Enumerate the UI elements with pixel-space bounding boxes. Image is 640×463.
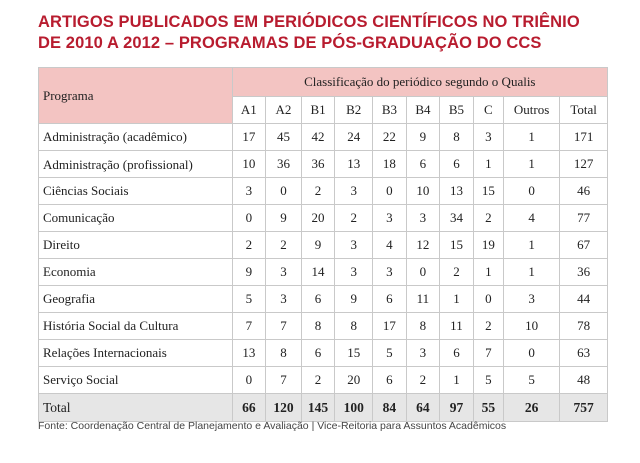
- value-cell-a1: 17: [232, 124, 266, 151]
- program-column-header: Programa: [39, 68, 233, 124]
- value-cell-c: 5: [473, 367, 503, 394]
- value-cell-a1: 10: [232, 151, 266, 178]
- value-cell-total: 77: [560, 205, 608, 232]
- value-cell-c: 2: [473, 205, 503, 232]
- title-line-1: ARTIGOS PUBLICADOS EM PERIÓDICOS CIENTÍFICOS NO TRIÊNIO: [38, 13, 580, 31]
- value-cell-a2: 0: [266, 178, 302, 205]
- value-cell-b2: 13: [335, 151, 373, 178]
- value-cell-c: 1: [473, 151, 503, 178]
- value-cell-b3: 6: [373, 286, 407, 313]
- value-cell-b3: 6: [373, 367, 407, 394]
- value-cell-total: 36: [560, 259, 608, 286]
- value-cell-b1: 6: [301, 340, 335, 367]
- value-cell-b1: 2: [301, 367, 335, 394]
- value-cell-b4: 11: [406, 286, 440, 313]
- program-name-cell: Serviço Social: [39, 367, 233, 394]
- value-cell-b3: 0: [373, 178, 407, 205]
- column-header-c: C: [473, 97, 503, 124]
- program-name-cell: Geografia: [39, 286, 233, 313]
- qualis-table: [38, 67, 608, 422]
- value-cell-c: 3: [473, 124, 503, 151]
- value-cell-total: 46: [560, 178, 608, 205]
- page-title: [38, 12, 618, 54]
- table-row: [39, 367, 608, 394]
- value-cell-outros: 1: [503, 124, 559, 151]
- value-cell-c: 7: [473, 340, 503, 367]
- value-cell-total: 67: [560, 232, 608, 259]
- total-cell-total: 757: [560, 394, 608, 422]
- value-cell-a1: 2: [232, 232, 266, 259]
- total-cell-b3: 84: [373, 394, 407, 422]
- value-cell-a1: 3: [232, 178, 266, 205]
- total-cell-b5: 97: [440, 394, 474, 422]
- value-cell-a1: 13: [232, 340, 266, 367]
- total-cell-b4: 64: [406, 394, 440, 422]
- value-cell-total: 48: [560, 367, 608, 394]
- table-row: [39, 124, 608, 151]
- program-name-cell: Ciências Sociais: [39, 178, 233, 205]
- value-cell-b4: 8: [406, 313, 440, 340]
- table-row: [39, 178, 608, 205]
- total-cell-b2: 100: [335, 394, 373, 422]
- value-cell-b4: 6: [406, 151, 440, 178]
- value-cell-b1: 20: [301, 205, 335, 232]
- value-cell-outros: 0: [503, 178, 559, 205]
- program-name-cell: Direito: [39, 232, 233, 259]
- table-row: [39, 286, 608, 313]
- value-cell-b5: 8: [440, 124, 474, 151]
- value-cell-outros: 4: [503, 205, 559, 232]
- value-cell-b2: 2: [335, 205, 373, 232]
- table-row: [39, 313, 608, 340]
- value-cell-a2: 36: [266, 151, 302, 178]
- column-header-outros: Outros: [503, 97, 559, 124]
- value-cell-total: 78: [560, 313, 608, 340]
- value-cell-c: 19: [473, 232, 503, 259]
- value-cell-a2: 45: [266, 124, 302, 151]
- total-cell-a1: 66: [232, 394, 266, 422]
- column-header-a2: A2: [266, 97, 302, 124]
- value-cell-total: 63: [560, 340, 608, 367]
- value-cell-b2: 8: [335, 313, 373, 340]
- value-cell-a2: 3: [266, 259, 302, 286]
- value-cell-b2: 3: [335, 232, 373, 259]
- value-cell-a2: 9: [266, 205, 302, 232]
- program-name-cell: Economia: [39, 259, 233, 286]
- value-cell-a2: 2: [266, 232, 302, 259]
- value-cell-a1: 0: [232, 367, 266, 394]
- total-cell-b1: 145: [301, 394, 335, 422]
- title-line-2: DE 2010 A 2012 – PROGRAMAS DE PÓS-GRADUAÇÃO DO CCS: [38, 34, 542, 52]
- value-cell-b5: 13: [440, 178, 474, 205]
- program-name-cell: História Social da Cultura: [39, 313, 233, 340]
- value-cell-total: 127: [560, 151, 608, 178]
- table-row: [39, 340, 608, 367]
- value-cell-outros: 1: [503, 259, 559, 286]
- value-cell-b4: 12: [406, 232, 440, 259]
- value-cell-b5: 6: [440, 151, 474, 178]
- column-header-b2: B2: [335, 97, 373, 124]
- program-name-cell: Comunicação: [39, 205, 233, 232]
- table-row: [39, 259, 608, 286]
- value-cell-b3: 22: [373, 124, 407, 151]
- value-cell-b3: 3: [373, 205, 407, 232]
- value-cell-a2: 8: [266, 340, 302, 367]
- value-cell-outros: 10: [503, 313, 559, 340]
- value-cell-b5: 2: [440, 259, 474, 286]
- value-cell-outros: 3: [503, 286, 559, 313]
- value-cell-b2: 20: [335, 367, 373, 394]
- value-cell-a2: 3: [266, 286, 302, 313]
- value-cell-b4: 9: [406, 124, 440, 151]
- column-header-b3: B3: [373, 97, 407, 124]
- program-name-cell: Relações Internacionais: [39, 340, 233, 367]
- value-cell-c: 15: [473, 178, 503, 205]
- source-note: Fonte: Coordenação Central de Planejamento e Avaliação | Vice-Reitoria para Assuntos Acadêmicos: [38, 420, 507, 432]
- column-header-total: Total: [560, 97, 608, 124]
- value-cell-outros: 1: [503, 232, 559, 259]
- value-cell-b3: 5: [373, 340, 407, 367]
- value-cell-c: 1: [473, 259, 503, 286]
- value-cell-a1: 7: [232, 313, 266, 340]
- value-cell-b4: 3: [406, 205, 440, 232]
- column-header-b4: B4: [406, 97, 440, 124]
- value-cell-total: 171: [560, 124, 608, 151]
- value-cell-b5: 1: [440, 286, 474, 313]
- value-cell-b3: 3: [373, 259, 407, 286]
- value-cell-b1: 42: [301, 124, 335, 151]
- total-cell-c: 55: [473, 394, 503, 422]
- total-cell-a2: 120: [266, 394, 302, 422]
- value-cell-b3: 17: [373, 313, 407, 340]
- total-label-cell: Total: [39, 394, 233, 422]
- value-cell-c: 2: [473, 313, 503, 340]
- value-cell-b1: 6: [301, 286, 335, 313]
- classification-header: Classificação do periódico segundo o Qualis: [232, 68, 607, 97]
- value-cell-b2: 9: [335, 286, 373, 313]
- table-row: [39, 151, 608, 178]
- column-header-b5: B5: [440, 97, 474, 124]
- value-cell-total: 44: [560, 286, 608, 313]
- table-row: [39, 205, 608, 232]
- value-cell-a1: 9: [232, 259, 266, 286]
- value-cell-outros: 1: [503, 151, 559, 178]
- value-cell-b4: 3: [406, 340, 440, 367]
- column-header-a1: A1: [232, 97, 266, 124]
- value-cell-b4: 2: [406, 367, 440, 394]
- value-cell-a1: 5: [232, 286, 266, 313]
- value-cell-b1: 8: [301, 313, 335, 340]
- value-cell-outros: 0: [503, 340, 559, 367]
- value-cell-b1: 2: [301, 178, 335, 205]
- value-cell-b4: 0: [406, 259, 440, 286]
- program-name-cell: Administração (profissional): [39, 151, 233, 178]
- value-cell-outros: 5: [503, 367, 559, 394]
- value-cell-b5: 15: [440, 232, 474, 259]
- value-cell-b2: 3: [335, 178, 373, 205]
- column-header-b1: B1: [301, 97, 335, 124]
- value-cell-b1: 36: [301, 151, 335, 178]
- value-cell-a1: 0: [232, 205, 266, 232]
- value-cell-c: 0: [473, 286, 503, 313]
- value-cell-b5: 6: [440, 340, 474, 367]
- value-cell-a2: 7: [266, 313, 302, 340]
- value-cell-a2: 7: [266, 367, 302, 394]
- table-row: [39, 232, 608, 259]
- total-row: [39, 394, 608, 422]
- value-cell-b5: 11: [440, 313, 474, 340]
- value-cell-b1: 14: [301, 259, 335, 286]
- program-name-cell: Administração (acadêmico): [39, 124, 233, 151]
- value-cell-b2: 3: [335, 259, 373, 286]
- value-cell-b3: 4: [373, 232, 407, 259]
- total-cell-outros: 26: [503, 394, 559, 422]
- value-cell-b3: 18: [373, 151, 407, 178]
- value-cell-b1: 9: [301, 232, 335, 259]
- value-cell-b5: 34: [440, 205, 474, 232]
- value-cell-b2: 24: [335, 124, 373, 151]
- value-cell-b2: 15: [335, 340, 373, 367]
- value-cell-b5: 1: [440, 367, 474, 394]
- value-cell-b4: 10: [406, 178, 440, 205]
